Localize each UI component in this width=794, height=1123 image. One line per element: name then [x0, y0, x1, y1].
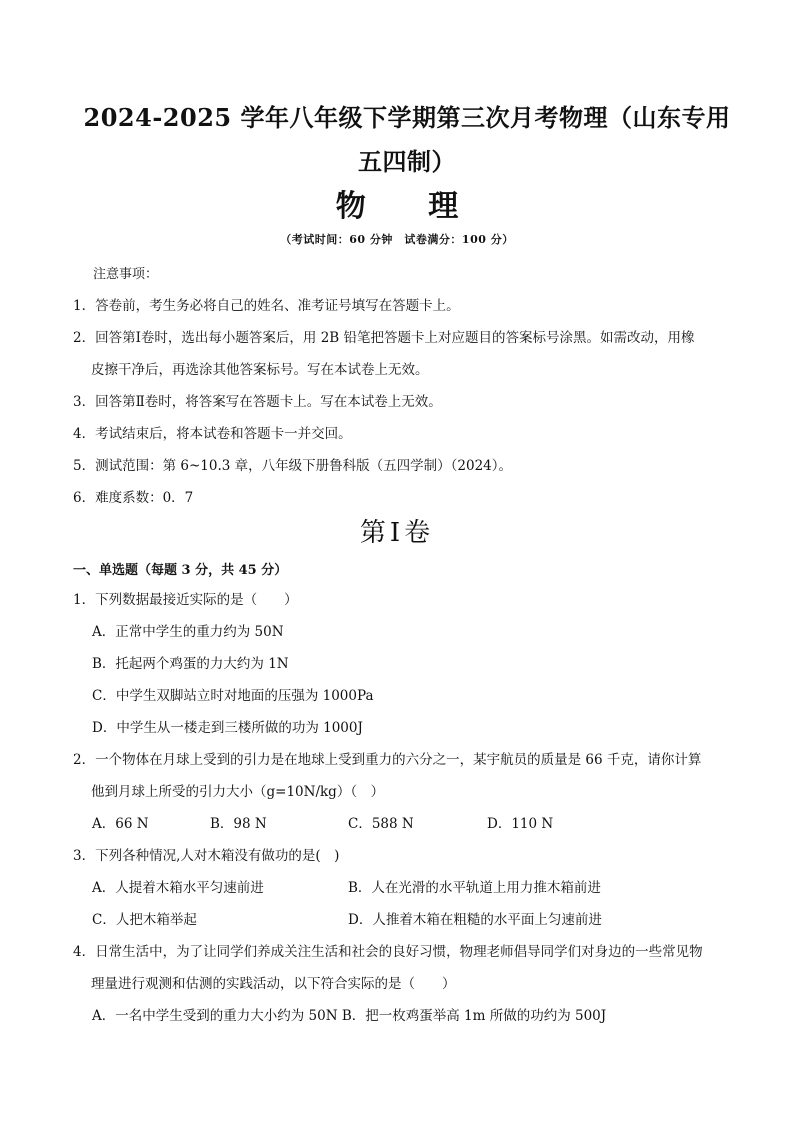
question-1-option-a: A．正常中学生的重力约为 50N — [92, 624, 284, 640]
notice-text: 回答第Ⅰ卷时，选出每小题答案后，用 2B 铅笔把答题卡上对应题目的答案标号涂黑。如需改动，用橡 — [95, 330, 695, 346]
notice-text: 测试范围：第 6~10.3 章，八年级下册鲁科版（五四学制）（2024）。 — [95, 458, 512, 474]
notice-num: 1． — [73, 298, 96, 314]
notice-text: 考试结束后，将本试卷和答题卡一并交回。 — [95, 426, 352, 442]
notice-text: 回答第Ⅱ卷时，将答案写在答题卡上。写在本试卷上无效。 — [95, 394, 442, 410]
notice-item — [73, 290, 733, 322]
notice-item — [73, 418, 733, 450]
question-1-stem: 1．下列数据最接近实际的是（ ） — [73, 592, 298, 608]
question-2-stem-line1: 2．一个物体在月球上受到的引力是在地球上受到重力的六分之一，某宇航员的质量是 66 千克，请你计算 — [73, 752, 702, 768]
notice-list — [73, 290, 733, 514]
notice-text: 难度系数：0．7 — [95, 490, 194, 506]
question-4-stem-line2: 理量进行观测和估测的实践活动，以下符合实际的是（ ） — [91, 976, 456, 992]
question-2-option-c: C．588 N — [348, 816, 414, 832]
question-4-stem — [73, 936, 733, 1000]
notice-num: 4． — [73, 426, 96, 442]
part-heading: 一、单选题（每题 3 分，共 45 分） — [73, 563, 288, 578]
question-3-option-d: D．人推着木箱在粗糙的水平面上匀速前进 — [348, 912, 602, 928]
notice-item — [73, 482, 733, 514]
question-2-option-b: B．98 N — [210, 816, 267, 832]
subject-title: 物 理 — [335, 189, 485, 224]
section-title: 第Ⅰ卷 — [359, 518, 435, 548]
question-4-stem-line1: 4．日常生活中，为了让同学们养成关注生活和社会的良好习惯，物理老师倡导同学们对身边的一些常见物 — [73, 944, 703, 960]
question-3-option-c: C．人把木箱举起 — [92, 912, 197, 928]
question-3-option-a: A．人提着木箱水平匀速前进 — [92, 880, 264, 896]
notice-text-cont: 皮擦干净后，再选涂其他答案标号。写在本试卷上无效。 — [91, 362, 429, 378]
notice-heading: 注意事项： — [93, 267, 159, 282]
notice-num: 3． — [73, 394, 96, 410]
notice-item — [73, 450, 733, 482]
exam-title: 2024-2025 学年八年级下学期第三次月考物理（山东专用五四制） — [83, 103, 731, 176]
notice-text: 答卷前，考生务必将自己的姓名、准考证号填写在答题卡上。 — [95, 298, 460, 314]
notice-num: 6． — [73, 490, 96, 506]
notice-num: 2． — [73, 330, 96, 346]
question-2-option-d: D．110 N — [487, 816, 554, 832]
question-3-option-b: B．人在光滑的水平轨道上用力推木箱前进 — [348, 880, 601, 896]
notice-item — [73, 322, 733, 386]
notice-item — [73, 386, 733, 418]
question-2-stem-line2: 他到月球上所受的引力大小（g=10N/kg）（ ） — [91, 784, 385, 800]
question-1-option-c: C．中学生双脚站立时对地面的压强为 1000Pa — [92, 688, 374, 704]
notice-num: 5． — [73, 458, 96, 474]
question-2-option-a: A．66 N — [92, 816, 149, 832]
question-4-options-ab: A．一名中学生受到的重力大小约为 50N B．把一枚鸡蛋举高 1m 所做的功约为 500J — [92, 1008, 607, 1024]
question-2-stem — [73, 744, 733, 808]
question-1-option-b: B．托起两个鸡蛋的力大约为 1N — [92, 656, 289, 672]
question-1-option-d: D．中学生从一楼走到三楼所做的功为 1000J — [92, 720, 363, 736]
question-3-stem: 3．下列各种情况,人对木箱没有做功的是( ) — [73, 848, 340, 864]
exam-time-score: （考试时间：60 分钟 试卷满分：100 分） — [280, 233, 514, 246]
